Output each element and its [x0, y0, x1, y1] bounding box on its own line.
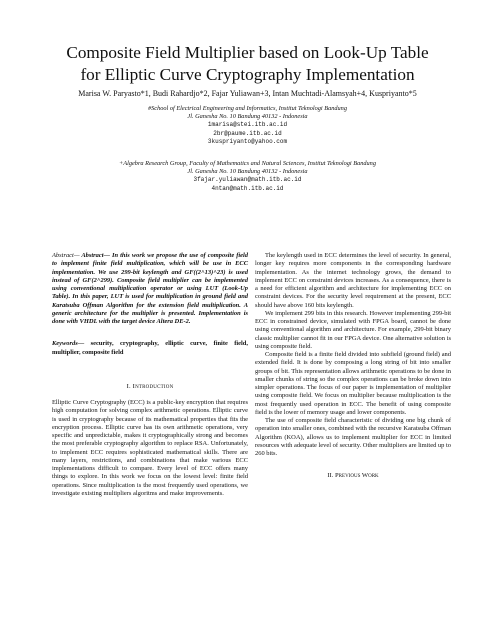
keywords-text: security, cryptography, elliptic curve, finite field, multiplier, composite field: [52, 340, 249, 356]
paper-title: [30, 42, 465, 86]
right-paragraph-1: The keylength used in ECC determines the level of security. In general, longer key requires more components in the corresponding hardware implementation. As the internet technology grows, the demand to implement ECC on constraint devices increases. As a consequence, there is a need for efficient algorithm and architecture for implementing ECC on constraint devices. For the security level requirement at the present, ECC should have above 160 bits keylength.: [255, 252, 451, 309]
left-column: [52, 252, 248, 498]
affiliation-itb-stei: [40, 105, 455, 146]
abstract: [52, 252, 248, 326]
email-2: 2br@paume.itb.ac.id: [213, 129, 282, 137]
keywords: [52, 340, 248, 357]
affiliation-2-line-1: +Algebra Research Group, Faculty of Mathematics and Natural Sciences, Institut Teknologi Bandung: [119, 160, 376, 167]
section-heading-introduction: I. Introduction: [126, 382, 174, 390]
abstract-text: Abstract— In this work we propose the use of composite field to implement finite field multiplication, which will be use in ECC implementation. We use 299-bit keylength and GF((2^13)^23) is used instead of GF(2^299). Composite field multiplier can be implemented using conventional multiplication operator or using LUT (Look-Up Table). In this paper, LUT is used for multiplication in ground field and Karatsuba Offman Algorithm for the extension field multiplication. A generic architecture for the multiplier is presented. Implementation is done with VHDL with the target device Altera DE-2.: [52, 252, 249, 325]
section-heading-previous-work: II. Previous Work: [327, 472, 379, 480]
affiliation-2-line-2: Jl. Ganesha No. 10 Bandung 40132 - Indonesia: [187, 168, 308, 176]
email-4: 3fajar.yuliawan@math.itb.ac.id: [193, 176, 302, 184]
intro-paragraph: Elliptic Curve Cryptography (ECC) is a public-key encryption that requires high computation for solving complex arithmetic operations. Elliptic curve is used in cryptography because of its mathematical properties that fits the encryption process. Elliptic curve has its own arithmetic operations, very specific and unpredictable, makes it cryptographically strong and becomes the most preferable cryptography algorithm to replace RSA. Unfortunately, to implement ECC requires sophisticated mathematical skills. There are many layers, restrictions, and combinations that make various ECC implementations difficult to compare. Every level of ECC offers many things to explore. In this work we focus on the lowest level: finite field operations. Since multiplication is the most frequently used operations, we investigate existing multipliers algoritms and make improvements.: [52, 399, 248, 497]
right-paragraph-3: Composite field is a finite field divided into subfield (ground field) and extended field. It is done by composing a long string of bit into smaller groups of bit. This representation allows arithmetic operations to be done in smaller chunks of string so the complex operations can be broke down into simpler operations. The focus of our paper is implementation of multiplier using composite field. We focus on multiplier because multiplication is the most frequently used operation in ECC. The benefit of using composite field is the lower of memory usage and lower components.: [255, 351, 451, 416]
keywords-label: Keywords—: [52, 340, 85, 348]
abstract-label: Abstract—: [52, 252, 80, 259]
email-1: 1marisa@stei.itb.ac.id: [207, 121, 288, 129]
title-line-1: Composite Field Multiplier based on Look-Up Table: [66, 43, 429, 62]
title-line-2: for Elliptic Curve Cryptography Implementation: [80, 65, 415, 84]
email-3: 3kuspriyanto@yahoo.com: [207, 137, 288, 145]
right-paragraph-2: We implement 299 bits in this research. However implementing 299-bit ECC in constrained device, simulated with FPGA board, cannot be done using conventional algorithm and architecture. For example, 299-bit binary classic multiplier cannot fit in our FPGA device. One alternative solution is using composite field.: [255, 309, 451, 350]
right-paragraph-4: The use of composite field characteristic of dividing one big chunk of operation into smaller ones, combined with the recursive Karatsuba Offman Algorithm (KOA), allows us to implement multiplier for ECC in limited resources with adequate level of security. Other multipliers are limited up to 260 bits.: [255, 417, 451, 457]
author-list: Marisa W. Paryasto*1, Budi Rahardjo*2, Fajar Yuliawan+3, Intan Muchtadi-Alamsyah+4, Kuspriyanto*5: [78, 89, 417, 98]
email-5: 4ntan@math.itb.ac.id: [211, 184, 284, 192]
right-column: [255, 252, 451, 481]
affiliation-itb-math: [40, 160, 455, 193]
affiliation-1-line-2: Jl. Ganesha No. 10 Bandung 40132 - Indonesia: [187, 113, 308, 121]
affiliation-1-line-1: #School of Electrical Engineering and Informatics, Institut Teknologi Bandung: [148, 105, 347, 112]
